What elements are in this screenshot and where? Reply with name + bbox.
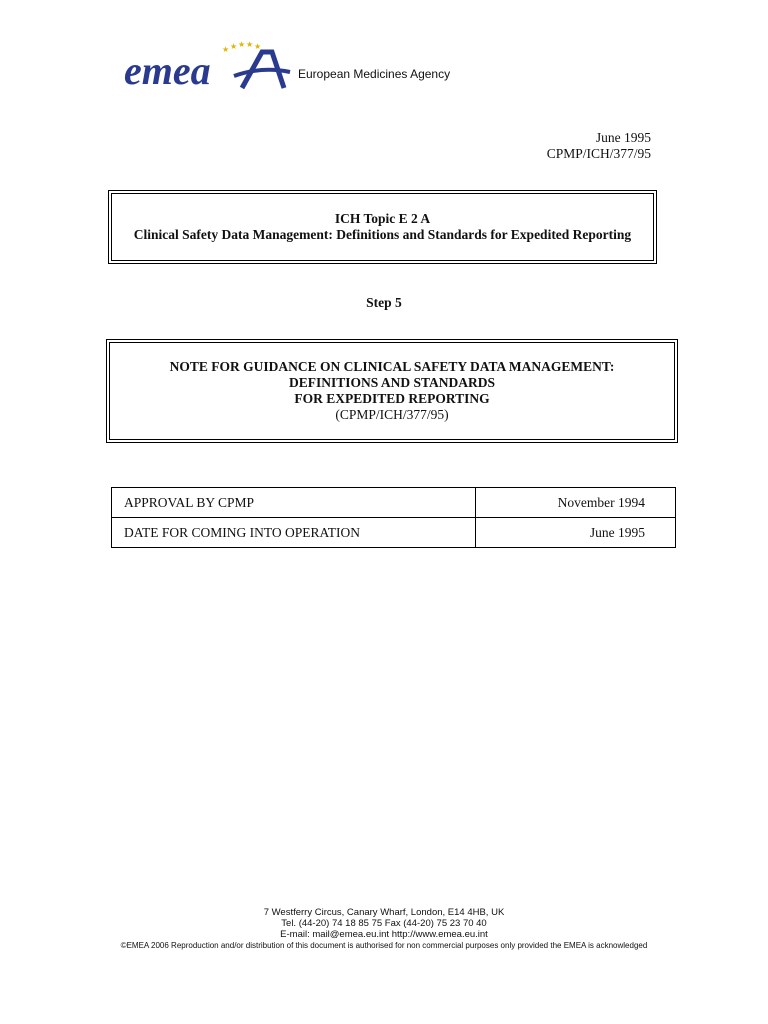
approval-table <box>111 487 676 548</box>
guidance-line-2: DEFINITIONS AND STANDARDS <box>288 375 496 390</box>
footer-copyright: ©EMEA 2006 Reproduction and/or distribution of this document is authorised for non commercial purposes only provided the EMEA is acknowledged <box>120 941 648 950</box>
footer-contact: E-mail: mail@emea.eu.int http://www.emea.eu.int <box>280 929 488 940</box>
topic-title: ICH Topic E 2 A <box>334 211 431 226</box>
operation-label: DATE FOR COMING INTO OPERATION <box>112 518 476 548</box>
footer-phone: Tel. (44-20) 74 18 85 75 Fax (44-20) 75 23 70 40 <box>281 918 487 929</box>
step-label: Step 5 <box>366 295 402 310</box>
logo-wordmark: emea <box>124 48 211 93</box>
approval-label: APPROVAL BY CPMP <box>112 488 476 518</box>
agency-name: European Medicines Agency <box>298 67 451 81</box>
guidance-box <box>109 342 675 440</box>
guidance-reference: (CPMP/ICH/377/95) <box>335 407 449 422</box>
table-row <box>112 488 676 518</box>
document-date-ref <box>547 130 651 162</box>
footer <box>0 907 768 951</box>
table-row <box>112 518 676 548</box>
document-reference: CPMP/ICH/377/95 <box>546 146 651 161</box>
topic-subtitle: Clinical Safety Data Management: Definitions and Standards for Expedited Reporting <box>133 227 632 242</box>
guidance-line-1: NOTE FOR GUIDANCE ON CLINICAL SAFETY DATA MANAGEMENT: <box>169 359 615 374</box>
emea-logo <box>122 40 292 95</box>
svg-text:★: ★ <box>254 42 262 51</box>
svg-text:★: ★ <box>246 40 254 49</box>
svg-text:★: ★ <box>230 42 238 51</box>
logo-stars-icon <box>222 40 261 54</box>
svg-text:★: ★ <box>238 40 246 49</box>
operation-value: June 1995 <box>476 518 676 548</box>
topic-box <box>111 193 654 261</box>
guidance-line-3: FOR EXPEDITED REPORTING <box>294 391 490 406</box>
document-date: June 1995 <box>595 130 651 145</box>
svg-text:★: ★ <box>222 45 230 54</box>
footer-address: 7 Westferry Circus, Canary Wharf, London, E14 4HB, UK <box>263 907 505 918</box>
approval-value: November 1994 <box>476 488 676 518</box>
